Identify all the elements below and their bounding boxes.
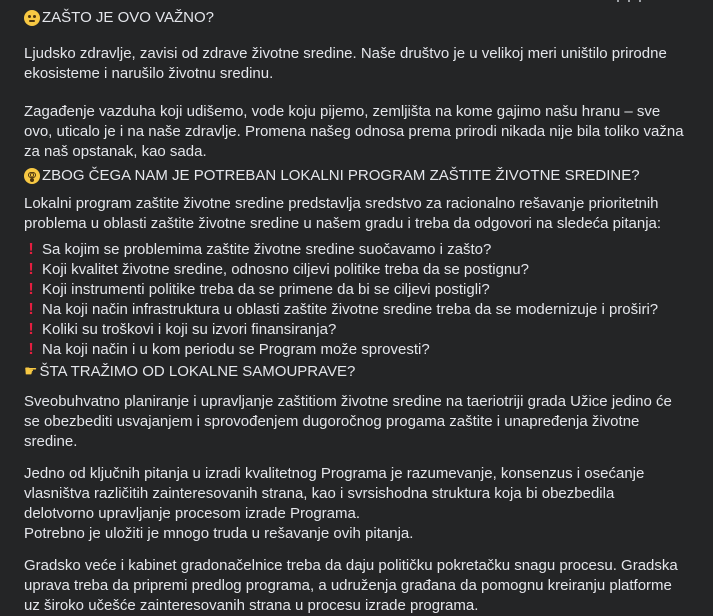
- question-list: [24, 240, 684, 360]
- top-ellipsis: · · ·: [615, 0, 643, 10]
- paragraph: Sveobuhvatno planiranje i upravljanje zaštitiom životne sredine na taeriotriji grada Užice jedino će se obezbediti usvajanjem i sprovođenjem dugoročnog progama zaštite i unapređenja životne sredine.: [24, 393, 672, 450]
- paragraph: Lokalni program zaštite životne sredine predstavlja sredstvo za racionalno rešavanje prioritetnih problema u oblasti zaštite životne sredine u našem gradu i treba da odgovori na sledeća pitanja:: [24, 195, 662, 232]
- paragraph: Jedno od ključnih pitanja u izradi kvalitetnog Programa je razumevanje, konsenzus i osećanje vlasništva različitih zainteresovanih strana, kao i svrsishodna struktura koja bi obezbedila delotvorno upravljanje procesom izrade Programa.: [24, 465, 645, 522]
- section-heading-why-program: [24, 166, 684, 186]
- flushed-face-emoji-icon: [24, 10, 40, 26]
- exclamation-icon: !: [28, 241, 34, 258]
- heading-text: ZAŠTO JE OVO VAŽNO?: [42, 9, 214, 26]
- exclamation-icon: !: [28, 321, 34, 338]
- list-item: ! Koliki su troškovi i koji su izvori finansiranja?: [24, 320, 684, 340]
- pointing-hand-emoji-icon: ☛: [24, 363, 38, 380]
- list-item: ! Koji kvalitet životne sredine, odnosno ciljevi politike treba da se postignu?: [24, 260, 684, 280]
- paragraph: Zagađenje vazduha koji udišemo, vode koju pijemo, zemljišta na kome gajimo našu hranu – sve ovo, uticalo je i na naše zdravlje. Promena našeg odnosa prema prirodi nikada nije bila toliko važna za naš opstanak, kao sada.: [24, 103, 684, 160]
- heading-text: ŠTA TRAŽIMO OD LOKALNE SAMOUPRAVE?: [39, 363, 356, 380]
- post-body: [24, 0, 684, 616]
- list-item: ! Na koji način infrastruktura u oblasti zaštite životne sredine treba da se modernizuje i proširi?: [24, 300, 684, 320]
- list-item: ! Koji instrumenti politike treba da se primene da bi se ciljevi postigli?: [24, 280, 684, 300]
- exclamation-icon: !: [28, 261, 34, 278]
- section-heading-why-important: [24, 8, 684, 28]
- exclamation-icon: !: [28, 281, 34, 298]
- paragraph: Potrebno je uložiti je mnogo truda u rešavanje ovih pitanja.: [24, 525, 414, 542]
- section-heading-what-we-ask: [24, 362, 684, 382]
- heading-text: ZBOG ČEGA NAM JE POTREBAN LOKALNI PROGRAM ZAŠTITE ŽIVOTNE SREDINE?: [42, 167, 640, 184]
- paragraph: Gradsko veće i kabinet gradonačelnice treba da daju političku pokretačku snagu procesu. Gradska uprava treba da pripremi predlog programa, a udruženja građana da pomognu kreiranju platforme uz široko učešće zainteresovanih strana u procesu izrade programa.: [24, 557, 678, 614]
- list-item: ! Na koji način i u kom periodu se Program može sprovesti?: [24, 340, 684, 360]
- list-item: ! Sa kojim se problemima zaštite životne sredine suočavamo i zašto?: [24, 240, 684, 260]
- exclamation-icon: !: [28, 341, 34, 358]
- exclamation-icon: !: [28, 301, 34, 318]
- paragraph: Ljudsko zdravlje, zavisi od zdrave životne sredine. Naše društvo je u velikoj meri uništilo prirodne ekosisteme i narušilo životnu sredinu.: [24, 45, 667, 82]
- dizzy-face-emoji-icon: [24, 168, 40, 184]
